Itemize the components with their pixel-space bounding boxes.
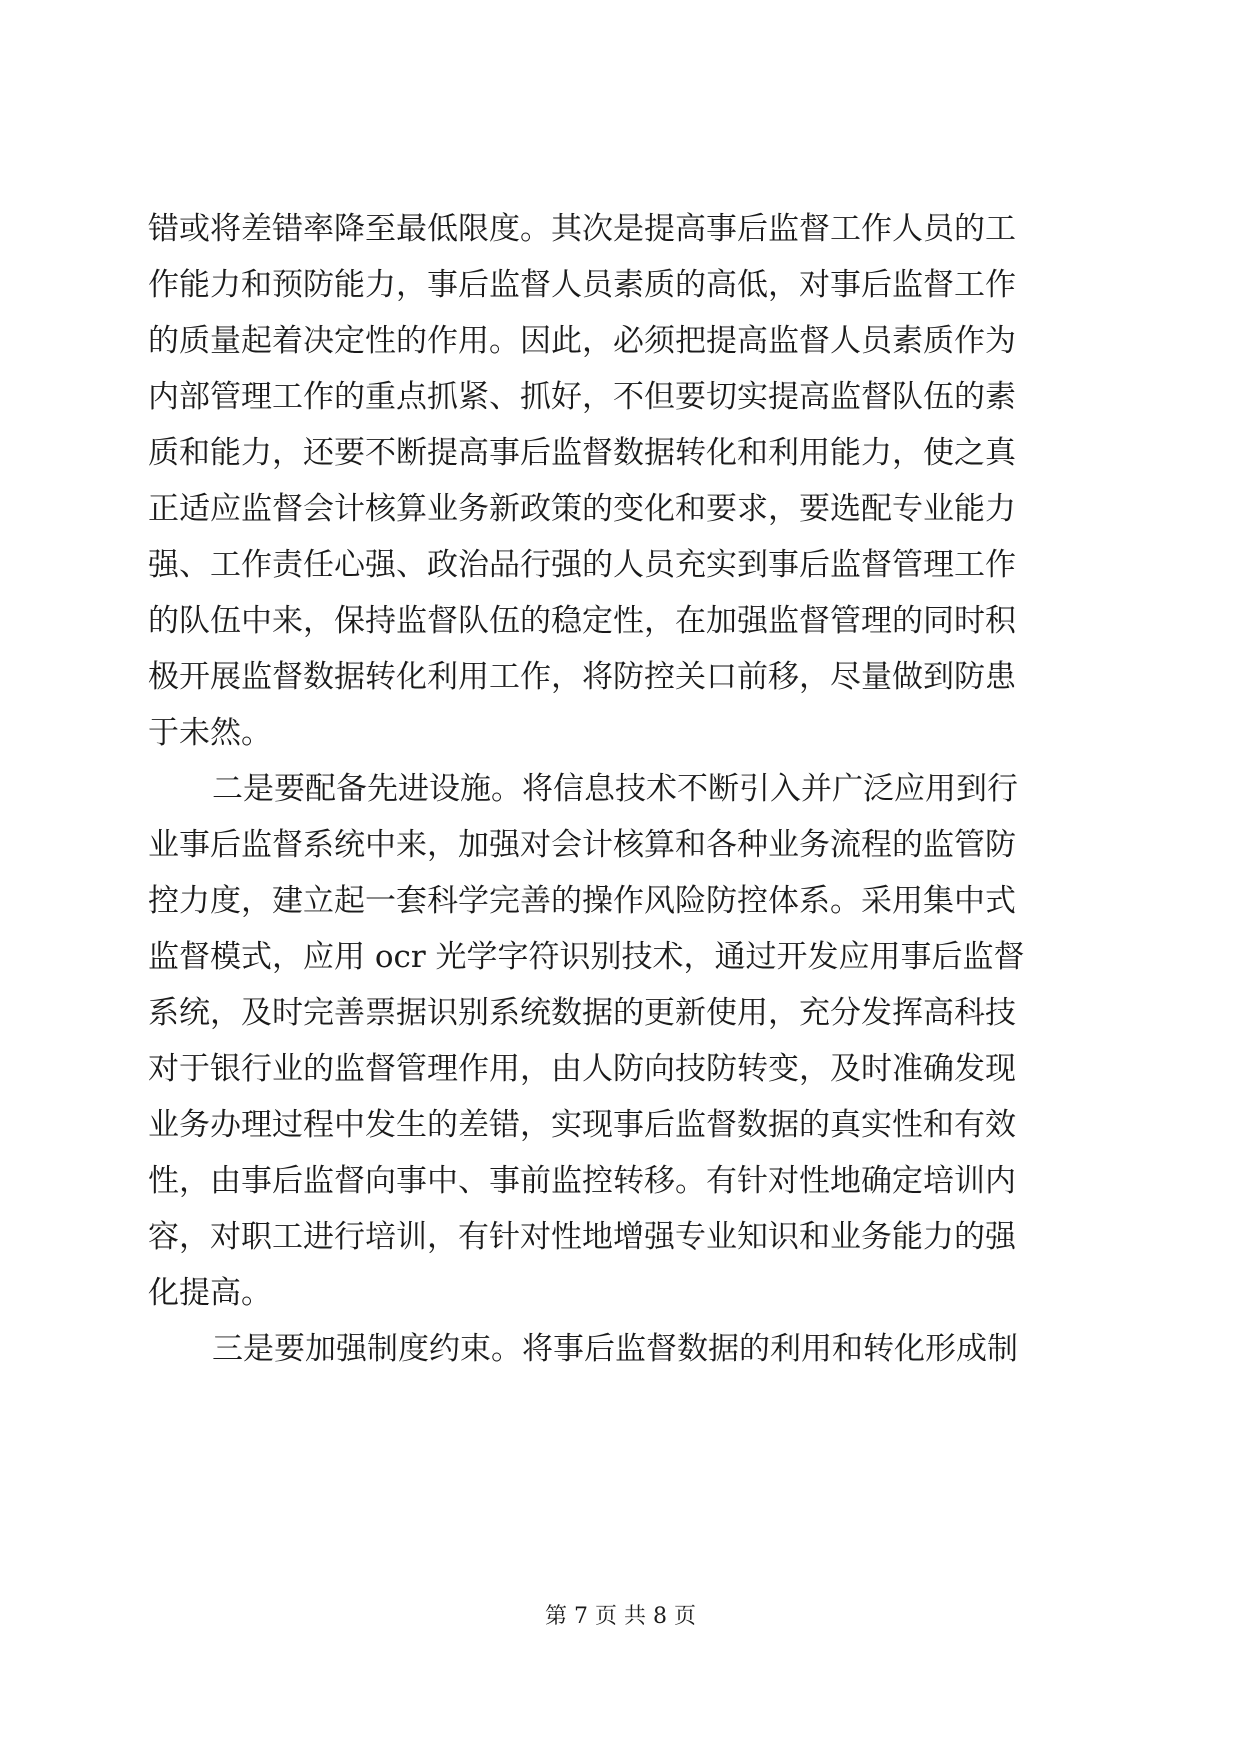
text-line: 化提高。 — [148, 1275, 272, 1311]
text-line: 强、工作责任心强、政治品行强的人员充实到事后监督管理工作 — [148, 547, 1016, 583]
paragraph-start-line: 三是要加强制度约束。将事后监督数据的利用和转化形成制 — [212, 1331, 1018, 1367]
text-line: 质和能力，还要不断提高事后监督数据转化和利用能力，使之真 — [148, 435, 1016, 471]
text-line: 极开展监督数据转化利用工作，将防控关口前移，尽量做到防患 — [148, 659, 1016, 695]
text-line: 监督模式，应用 ocr 光学字符识别技术，通过开发应用事后监督 — [148, 939, 1025, 975]
text-line: 的队伍中来，保持监督队伍的稳定性，在加强监督管理的同时积 — [148, 603, 1016, 639]
text-line: 正适应监督会计核算业务新政策的变化和要求，要选配专业能力 — [148, 491, 1016, 527]
text-line: 于未然。 — [148, 715, 272, 751]
text-line: 内部管理工作的重点抓紧、抓好，不但要切实提高监督队伍的素 — [148, 379, 1016, 415]
text-line: 错或将差错率降至最低限度。其次是提高事后监督工作人员的工 — [148, 211, 1016, 247]
text-line: 业事后监督系统中来，加强对会计核算和各种业务流程的监管防 — [148, 827, 1016, 863]
text-line: 性，由事后监督向事中、事前监控转移。有针对性地确定培训内 — [148, 1163, 1016, 1199]
text-line: 容，对职工进行培训，有针对性地增强专业知识和业务能力的强 — [148, 1219, 1016, 1255]
text-line: 作能力和预防能力，事后监督人员素质的高低，对事后监督工作 — [148, 267, 1016, 303]
page-footer: 第 7 页 共 8 页 — [545, 1604, 696, 1629]
text-line: 系统，及时完善票据识别系统数据的更新使用，充分发挥高科技 — [148, 995, 1016, 1031]
text-line: 业务办理过程中发生的差错，实现事后监督数据的真实性和有效 — [148, 1107, 1016, 1143]
paragraph-start-line: 二是要配备先进设施。将信息技术不断引入并广泛应用到行 — [212, 771, 1018, 807]
text-line: 对于银行业的监督管理作用，由人防向技防转变，及时准确发现 — [148, 1051, 1016, 1087]
text-line: 控力度，建立起一套科学完善的操作风险防控体系。采用集中式 — [148, 883, 1016, 919]
text-line: 的质量起着决定性的作用。因此，必须把提高监督人员素质作为 — [148, 323, 1016, 359]
